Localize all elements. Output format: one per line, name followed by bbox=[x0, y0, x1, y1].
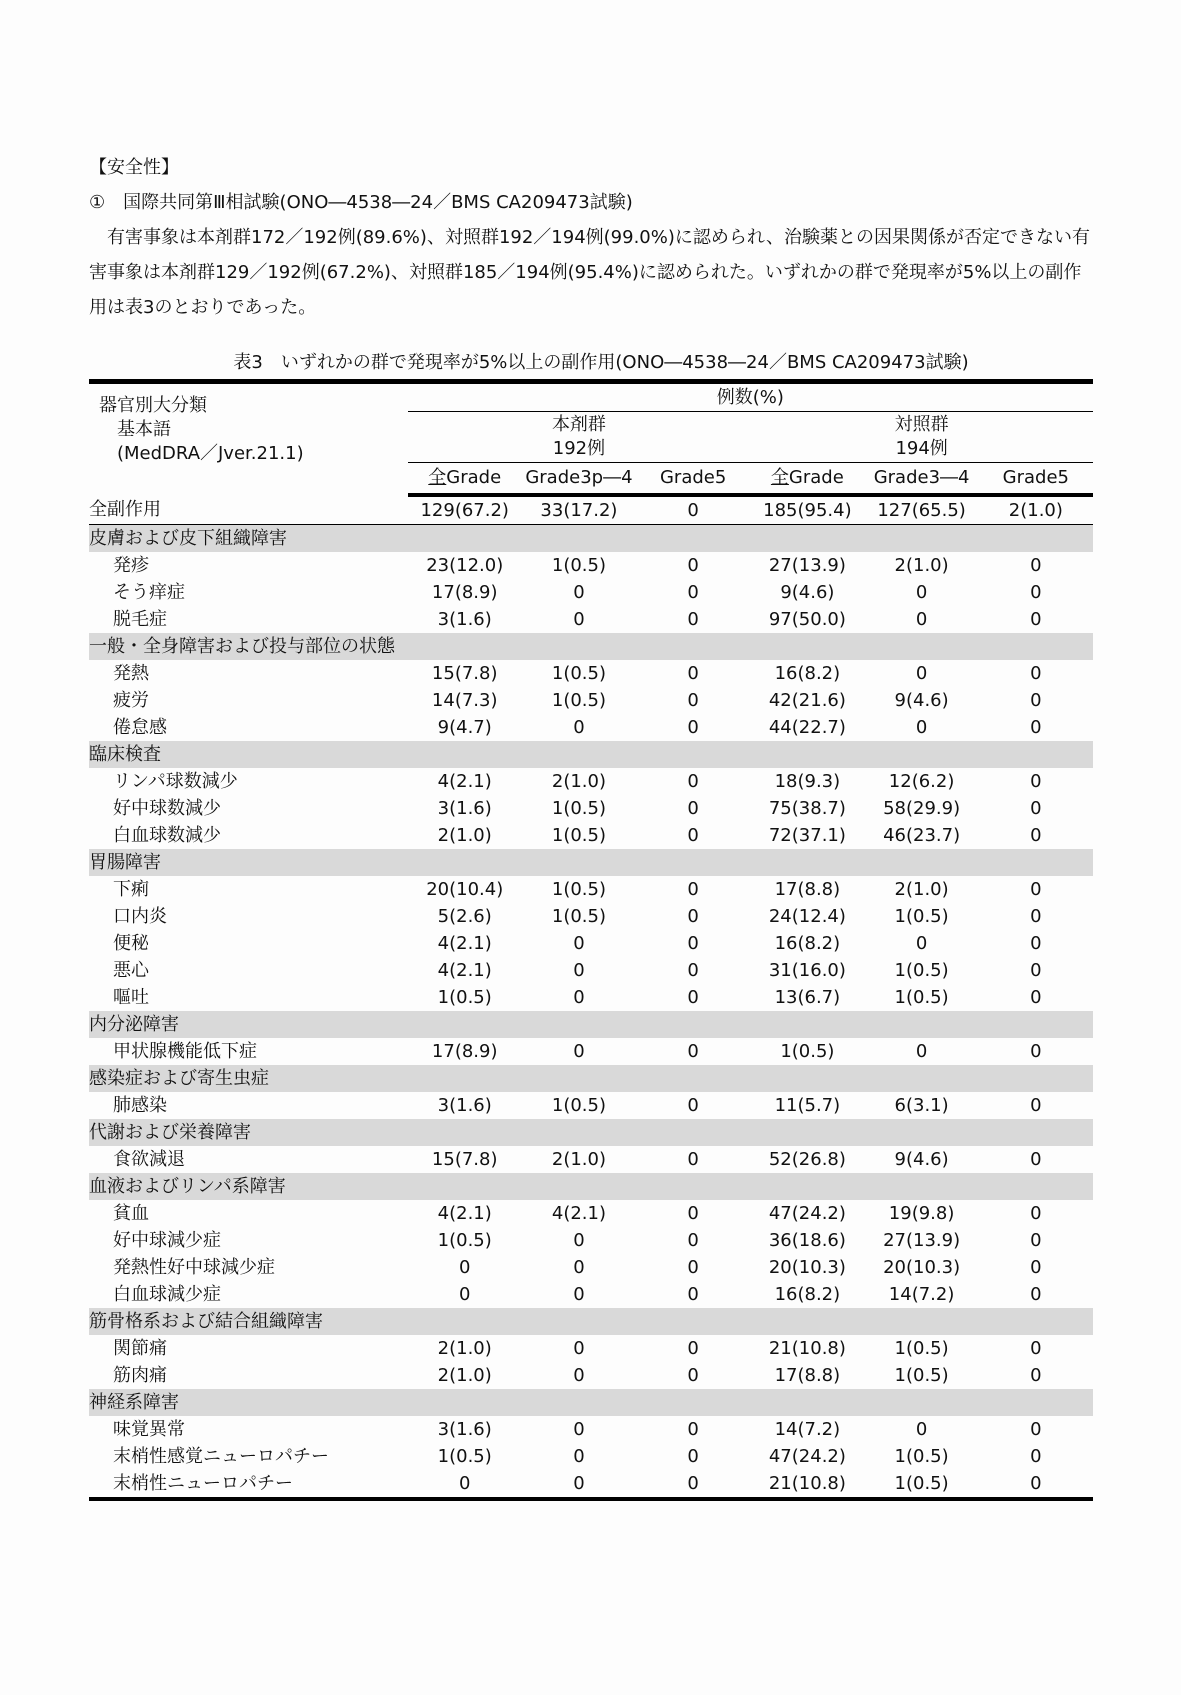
value-cell: 18(9.3) bbox=[774, 771, 841, 792]
value-cell: 2(1.0) bbox=[551, 771, 606, 792]
value-cell: 21(10.8) bbox=[768, 1473, 846, 1494]
value-cell: 4(2.1) bbox=[551, 1203, 606, 1224]
table-row-label: 肺感染 bbox=[113, 1095, 167, 1116]
value-cell: 0 bbox=[915, 1041, 928, 1062]
table-row-label: 便秘 bbox=[113, 933, 149, 954]
value-cell: 0 bbox=[573, 1230, 585, 1251]
value-cell: 72(37.1) bbox=[768, 825, 846, 846]
value-cell: 2(1.0) bbox=[437, 1338, 492, 1359]
value-cell: 1(0.5) bbox=[551, 690, 606, 711]
value-cell: 0 bbox=[1030, 609, 1042, 630]
value-cell: 1(0.5) bbox=[551, 879, 606, 900]
value-cell: 0 bbox=[687, 1149, 699, 1170]
value-cell: 13(6.7) bbox=[774, 987, 841, 1008]
value-cell: 0 bbox=[687, 609, 699, 630]
table-row bbox=[89, 579, 1093, 606]
study-heading: ① 国際共同第Ⅲ相試験(ONO―4538―24／BMS CA209473試験) bbox=[89, 192, 633, 213]
value-cell: 0 bbox=[687, 1338, 699, 1359]
row-header-meddra: (MedDRA／Jver.21.1) bbox=[117, 443, 304, 464]
value-cell: 0 bbox=[1030, 825, 1042, 846]
value-cell: 1(0.5) bbox=[894, 987, 949, 1008]
value-cell: 1(0.5) bbox=[551, 906, 606, 927]
table-row-label: 口内炎 bbox=[113, 906, 167, 927]
category-row-label: 筋骨格系および結合組織障害 bbox=[89, 1308, 1093, 1335]
span-header: 例数(%) bbox=[408, 382, 1093, 412]
group-header-control bbox=[750, 412, 1093, 463]
value-cell: 1(0.5) bbox=[894, 960, 949, 981]
table-row bbox=[89, 1227, 1093, 1254]
value-cell: 0 bbox=[687, 1257, 699, 1278]
value-cell: 0 bbox=[573, 1284, 585, 1305]
value-cell: 44(22.7) bbox=[768, 717, 846, 738]
value-cell: 20(10.4) bbox=[426, 879, 504, 900]
value-cell: 0 bbox=[573, 609, 585, 630]
table-row-label: 甲状腺機能低下症 bbox=[113, 1041, 257, 1062]
table-row bbox=[89, 984, 1093, 1011]
value-cell: 0 bbox=[1030, 555, 1042, 576]
table-row bbox=[89, 552, 1093, 579]
column-header-label: Grade5 bbox=[659, 467, 727, 488]
value-cell: 31(16.0) bbox=[768, 960, 846, 981]
value-cell: 16(8.2) bbox=[774, 933, 841, 954]
row-header-pt: 基本語 bbox=[117, 419, 171, 440]
value-cell: 0 bbox=[458, 1473, 471, 1494]
table-row bbox=[89, 1038, 1093, 1065]
value-cell: 3(1.6) bbox=[437, 798, 492, 819]
value-cell: 2(1.0) bbox=[894, 555, 949, 576]
table-row-label: 倦怠感 bbox=[113, 717, 167, 738]
table-row-label: 味覚異常 bbox=[113, 1419, 185, 1440]
value-cell: 0 bbox=[1030, 879, 1042, 900]
value-cell: 0 bbox=[687, 717, 699, 738]
value-cell: 17(8.9) bbox=[431, 582, 498, 603]
value-cell: 0 bbox=[1030, 717, 1042, 738]
value-cell: 17(8.8) bbox=[774, 1365, 841, 1386]
value-cell: 0 bbox=[573, 1365, 585, 1386]
value-cell: 0 bbox=[1030, 1473, 1042, 1494]
value-cell: 33(17.2) bbox=[522, 495, 636, 525]
table-row bbox=[89, 1254, 1093, 1281]
value-cell: 0 bbox=[915, 1419, 928, 1440]
value-cell: 0 bbox=[1030, 960, 1042, 981]
value-cell: 0 bbox=[687, 960, 699, 981]
value-cell: 0 bbox=[573, 1257, 585, 1278]
column-header bbox=[750, 463, 864, 496]
value-cell: 0 bbox=[573, 717, 585, 738]
value-cell: 0 bbox=[636, 495, 750, 525]
value-cell: 46(23.7) bbox=[883, 825, 961, 846]
category-row bbox=[89, 525, 1093, 553]
value-cell: 24(12.4) bbox=[768, 906, 846, 927]
table-row bbox=[89, 1335, 1093, 1362]
value-cell: 75(38.7) bbox=[768, 798, 846, 819]
value-cell: 0 bbox=[573, 1338, 585, 1359]
table-row-label: 貧血 bbox=[113, 1203, 149, 1224]
value-cell: 0 bbox=[1030, 663, 1042, 684]
table-caption: 表3 いずれかの群で発現率が5%以上の副作用(ONO―4538―24／BMS CA209473試験) bbox=[233, 352, 969, 373]
value-cell: 2(1.0) bbox=[551, 1149, 606, 1170]
value-cell: 9(4.6) bbox=[780, 582, 835, 603]
value-cell: 1(0.5) bbox=[437, 1230, 492, 1251]
value-cell: 14(7.2) bbox=[774, 1419, 841, 1440]
value-cell: 0 bbox=[687, 1230, 699, 1251]
table-row bbox=[89, 660, 1093, 687]
value-cell: 0 bbox=[687, 582, 699, 603]
value-cell: 0 bbox=[687, 771, 699, 792]
category-row bbox=[89, 1389, 1093, 1416]
group-n: 192例 bbox=[552, 438, 606, 459]
value-cell: 4(2.1) bbox=[437, 771, 492, 792]
table-row bbox=[89, 714, 1093, 741]
value-cell: 0 bbox=[687, 1419, 699, 1440]
table-row bbox=[89, 876, 1093, 903]
value-cell: 27(13.9) bbox=[768, 555, 846, 576]
value-cell: 16(8.2) bbox=[774, 663, 841, 684]
value-cell: 6(3.1) bbox=[894, 1095, 949, 1116]
column-header-label: Grade5 bbox=[1002, 467, 1070, 488]
category-row-label: 感染症および寄生虫症 bbox=[89, 1065, 1093, 1092]
value-cell: 0 bbox=[1030, 1257, 1042, 1278]
column-header-label: Grade3p―4 bbox=[525, 467, 633, 488]
category-row bbox=[89, 1119, 1093, 1146]
value-cell: 20(10.3) bbox=[883, 1257, 961, 1278]
value-cell: 0 bbox=[687, 933, 699, 954]
value-cell: 1(0.5) bbox=[437, 987, 492, 1008]
value-cell: 0 bbox=[915, 717, 928, 738]
value-cell: 20(10.3) bbox=[768, 1257, 846, 1278]
value-cell: 9(4.6) bbox=[894, 690, 949, 711]
value-cell: 0 bbox=[1030, 1041, 1042, 1062]
table-row bbox=[89, 822, 1093, 849]
table-row-label: そう痒症 bbox=[113, 582, 185, 603]
table-row-label: 発疹 bbox=[113, 555, 149, 576]
table-row-label: 発熱性好中球減少症 bbox=[113, 1257, 275, 1278]
table-row-label: 食欲減退 bbox=[113, 1149, 185, 1170]
value-cell: 0 bbox=[1030, 933, 1042, 954]
value-cell: 36(18.6) bbox=[768, 1230, 846, 1251]
value-cell: 2(1.0) bbox=[437, 825, 492, 846]
category-row-label: 一般・全身障害および投与部位の状態 bbox=[89, 633, 1093, 660]
category-row bbox=[89, 1173, 1093, 1200]
value-cell: 0 bbox=[687, 1473, 699, 1494]
value-cell: 0 bbox=[458, 1257, 471, 1278]
table-row bbox=[89, 957, 1093, 984]
value-cell: 9(4.7) bbox=[437, 717, 492, 738]
table-row bbox=[89, 1362, 1093, 1389]
table-row bbox=[89, 1281, 1093, 1308]
total-row bbox=[89, 495, 1093, 525]
value-cell: 1(0.5) bbox=[551, 555, 606, 576]
value-cell: 185(95.4) bbox=[750, 495, 864, 525]
value-cell: 0 bbox=[573, 582, 585, 603]
value-cell: 0 bbox=[1030, 1284, 1042, 1305]
value-cell: 2(1.0) bbox=[894, 879, 949, 900]
column-header-label: Grade bbox=[446, 467, 502, 488]
value-cell: 0 bbox=[1030, 1230, 1042, 1251]
category-row-label: 臨床検査 bbox=[89, 741, 1093, 768]
value-cell: 0 bbox=[1030, 906, 1042, 927]
value-cell: 1(0.5) bbox=[894, 1338, 949, 1359]
value-cell: 0 bbox=[573, 1446, 585, 1467]
value-cell: 0 bbox=[687, 1446, 699, 1467]
category-row-label: 内分泌障害 bbox=[89, 1011, 1093, 1038]
value-cell: 4(2.1) bbox=[437, 1203, 492, 1224]
value-cell: 0 bbox=[687, 663, 699, 684]
value-cell: 1(0.5) bbox=[894, 1473, 949, 1494]
category-row bbox=[89, 741, 1093, 768]
column-header-label: Grade3―4 bbox=[873, 467, 970, 488]
row-header bbox=[89, 382, 408, 496]
value-cell: 1(0.5) bbox=[551, 825, 606, 846]
category-row-label: 血液およびリンパ系障害 bbox=[89, 1173, 1093, 1200]
value-cell: 27(13.9) bbox=[883, 1230, 961, 1251]
value-cell: 0 bbox=[687, 879, 699, 900]
value-cell: 15(7.8) bbox=[431, 1149, 498, 1170]
value-cell: 14(7.2) bbox=[888, 1284, 955, 1305]
table-row bbox=[89, 1092, 1093, 1119]
value-cell: 1(0.5) bbox=[780, 1041, 835, 1062]
value-cell: 0 bbox=[458, 1284, 471, 1305]
value-cell: 17(8.9) bbox=[431, 1041, 498, 1062]
value-cell: 0 bbox=[1030, 1149, 1042, 1170]
value-cell: 0 bbox=[1030, 771, 1042, 792]
value-cell: 0 bbox=[1030, 1095, 1042, 1116]
value-cell: 0 bbox=[573, 987, 585, 1008]
group-name: 対照群 bbox=[894, 414, 949, 435]
value-cell: 3(1.6) bbox=[437, 609, 492, 630]
value-cell: 0 bbox=[573, 1419, 585, 1440]
value-cell: 1(0.5) bbox=[894, 906, 949, 927]
value-cell: 97(50.0) bbox=[768, 609, 846, 630]
table-row-label: 関節痛 bbox=[113, 1338, 167, 1359]
value-cell: 42(21.6) bbox=[768, 690, 846, 711]
column-header bbox=[408, 463, 522, 496]
table-row bbox=[89, 687, 1093, 714]
value-cell: 0 bbox=[687, 906, 699, 927]
value-cell: 0 bbox=[687, 1284, 699, 1305]
table-row-label: 好中球減少症 bbox=[113, 1230, 221, 1251]
group-header-treatment bbox=[408, 412, 751, 463]
column-header-prefix: 全 bbox=[428, 467, 447, 488]
value-cell: 129(67.2) bbox=[408, 495, 522, 525]
table-row-label: 筋肉痛 bbox=[113, 1365, 167, 1386]
value-cell: 0 bbox=[1030, 1338, 1042, 1359]
category-row-label: 神経系障害 bbox=[89, 1389, 1093, 1416]
value-cell: 0 bbox=[573, 1041, 585, 1062]
value-cell: 0 bbox=[687, 825, 699, 846]
value-cell: 4(2.1) bbox=[437, 933, 492, 954]
table-row bbox=[89, 1146, 1093, 1173]
table-row-label: 疲労 bbox=[113, 690, 149, 711]
column-header bbox=[979, 463, 1093, 496]
category-row bbox=[89, 849, 1093, 876]
value-cell: 0 bbox=[1030, 1446, 1042, 1467]
value-cell: 0 bbox=[915, 663, 928, 684]
value-cell: 1(0.5) bbox=[551, 1095, 606, 1116]
value-cell: 0 bbox=[573, 933, 585, 954]
value-cell: 0 bbox=[1030, 582, 1042, 603]
row-header-soc: 器官別大分類 bbox=[99, 395, 207, 416]
value-cell: 0 bbox=[915, 582, 928, 603]
value-cell: 1(0.5) bbox=[894, 1446, 949, 1467]
category-row-label: 皮膚および皮下組織障害 bbox=[89, 525, 1093, 553]
category-row bbox=[89, 633, 1093, 660]
value-cell: 2(1.0) bbox=[979, 495, 1093, 525]
value-cell: 0 bbox=[687, 1203, 699, 1224]
table-row-label: 発熱 bbox=[113, 663, 149, 684]
value-cell: 3(1.6) bbox=[437, 1419, 492, 1440]
value-cell: 0 bbox=[687, 798, 699, 819]
value-cell: 47(24.2) bbox=[768, 1203, 846, 1224]
table-row-label: 嘔吐 bbox=[113, 987, 149, 1008]
value-cell: 17(8.8) bbox=[774, 879, 841, 900]
value-cell: 11(5.7) bbox=[774, 1095, 841, 1116]
table-row bbox=[89, 903, 1093, 930]
table-row bbox=[89, 1200, 1093, 1227]
value-cell: 0 bbox=[1030, 987, 1042, 1008]
total-row-label: 全副作用 bbox=[89, 495, 408, 525]
value-cell: 1(0.5) bbox=[551, 798, 606, 819]
column-header-label: Grade bbox=[788, 467, 844, 488]
table-row-label: 脱毛症 bbox=[113, 609, 167, 630]
value-cell: 5(2.6) bbox=[437, 906, 492, 927]
value-cell: 1(0.5) bbox=[437, 1446, 492, 1467]
column-header bbox=[522, 463, 636, 496]
value-cell: 52(26.8) bbox=[768, 1149, 846, 1170]
table-row-label: 末梢性感覚ニューロパチー bbox=[113, 1446, 329, 1467]
value-cell: 1(0.5) bbox=[894, 1365, 949, 1386]
table-row bbox=[89, 930, 1093, 957]
value-cell: 0 bbox=[915, 933, 928, 954]
category-row bbox=[89, 1065, 1093, 1092]
table-row-label: 白血球減少症 bbox=[113, 1284, 221, 1305]
column-header-prefix: 全 bbox=[770, 467, 789, 488]
value-cell: 14(7.3) bbox=[431, 690, 498, 711]
table-row-label: 悪心 bbox=[113, 960, 149, 981]
adverse-reactions-table bbox=[89, 379, 1093, 1501]
value-cell: 4(2.1) bbox=[437, 960, 492, 981]
section-heading: 【安全性】 bbox=[89, 157, 179, 178]
table-row-label: 下痢 bbox=[113, 879, 149, 900]
table-row bbox=[89, 768, 1093, 795]
category-row-label: 代謝および栄養障害 bbox=[89, 1119, 1093, 1146]
value-cell: 127(65.5) bbox=[864, 495, 978, 525]
document bbox=[89, 150, 1093, 1501]
value-cell: 0 bbox=[1030, 1365, 1042, 1386]
table-row bbox=[89, 1443, 1093, 1470]
group-n: 194例 bbox=[895, 438, 948, 459]
value-cell: 58(29.9) bbox=[883, 798, 961, 819]
table-row-label: 好中球数減少 bbox=[113, 798, 221, 819]
value-cell: 21(10.8) bbox=[768, 1338, 846, 1359]
summary-paragraph: 有害事象は本剤群172／192例(89.6%)、対照群192／194例(99.0%)に認められ、治験薬との因果関係が否定できない有害事象は本剤群129／192例(67.2%)、対照群185／194例(95.4%)に認められた。いずれかの群で発現率が5%以上の副作用は表3のとおりであった。 bbox=[89, 227, 1090, 318]
column-header bbox=[636, 463, 750, 496]
value-cell: 0 bbox=[687, 987, 699, 1008]
value-cell: 0 bbox=[915, 609, 928, 630]
value-cell: 12(6.2) bbox=[888, 771, 955, 792]
value-cell: 0 bbox=[573, 960, 585, 981]
value-cell: 0 bbox=[1030, 798, 1042, 819]
value-cell: 0 bbox=[687, 1041, 699, 1062]
value-cell: 2(1.0) bbox=[437, 1365, 492, 1386]
value-cell: 0 bbox=[1030, 1203, 1042, 1224]
value-cell: 15(7.8) bbox=[431, 663, 498, 684]
value-cell: 0 bbox=[1030, 1419, 1042, 1440]
category-row bbox=[89, 1011, 1093, 1038]
table-row bbox=[89, 1470, 1093, 1499]
table-row-label: リンパ球数減少 bbox=[113, 771, 238, 792]
table-row bbox=[89, 1416, 1093, 1443]
table-row bbox=[89, 795, 1093, 822]
value-cell: 0 bbox=[687, 1095, 699, 1116]
value-cell: 0 bbox=[687, 690, 699, 711]
value-cell: 23(12.0) bbox=[426, 555, 504, 576]
column-header bbox=[864, 463, 978, 496]
table-row-label: 末梢性ニューロパチー bbox=[113, 1473, 293, 1494]
value-cell: 9(4.6) bbox=[894, 1149, 949, 1170]
category-row bbox=[89, 1308, 1093, 1335]
value-cell: 19(9.8) bbox=[888, 1203, 955, 1224]
value-cell: 1(0.5) bbox=[551, 663, 606, 684]
table-row-label: 白血球数減少 bbox=[113, 825, 221, 846]
value-cell: 47(24.2) bbox=[768, 1446, 846, 1467]
value-cell: 0 bbox=[687, 1365, 699, 1386]
category-row-label: 胃腸障害 bbox=[89, 849, 1093, 876]
group-name: 本剤群 bbox=[551, 414, 606, 435]
value-cell: 0 bbox=[1030, 690, 1042, 711]
value-cell: 0 bbox=[687, 555, 699, 576]
value-cell: 0 bbox=[573, 1473, 585, 1494]
value-cell: 16(8.2) bbox=[774, 1284, 841, 1305]
value-cell: 3(1.6) bbox=[437, 1095, 492, 1116]
table-row bbox=[89, 606, 1093, 633]
